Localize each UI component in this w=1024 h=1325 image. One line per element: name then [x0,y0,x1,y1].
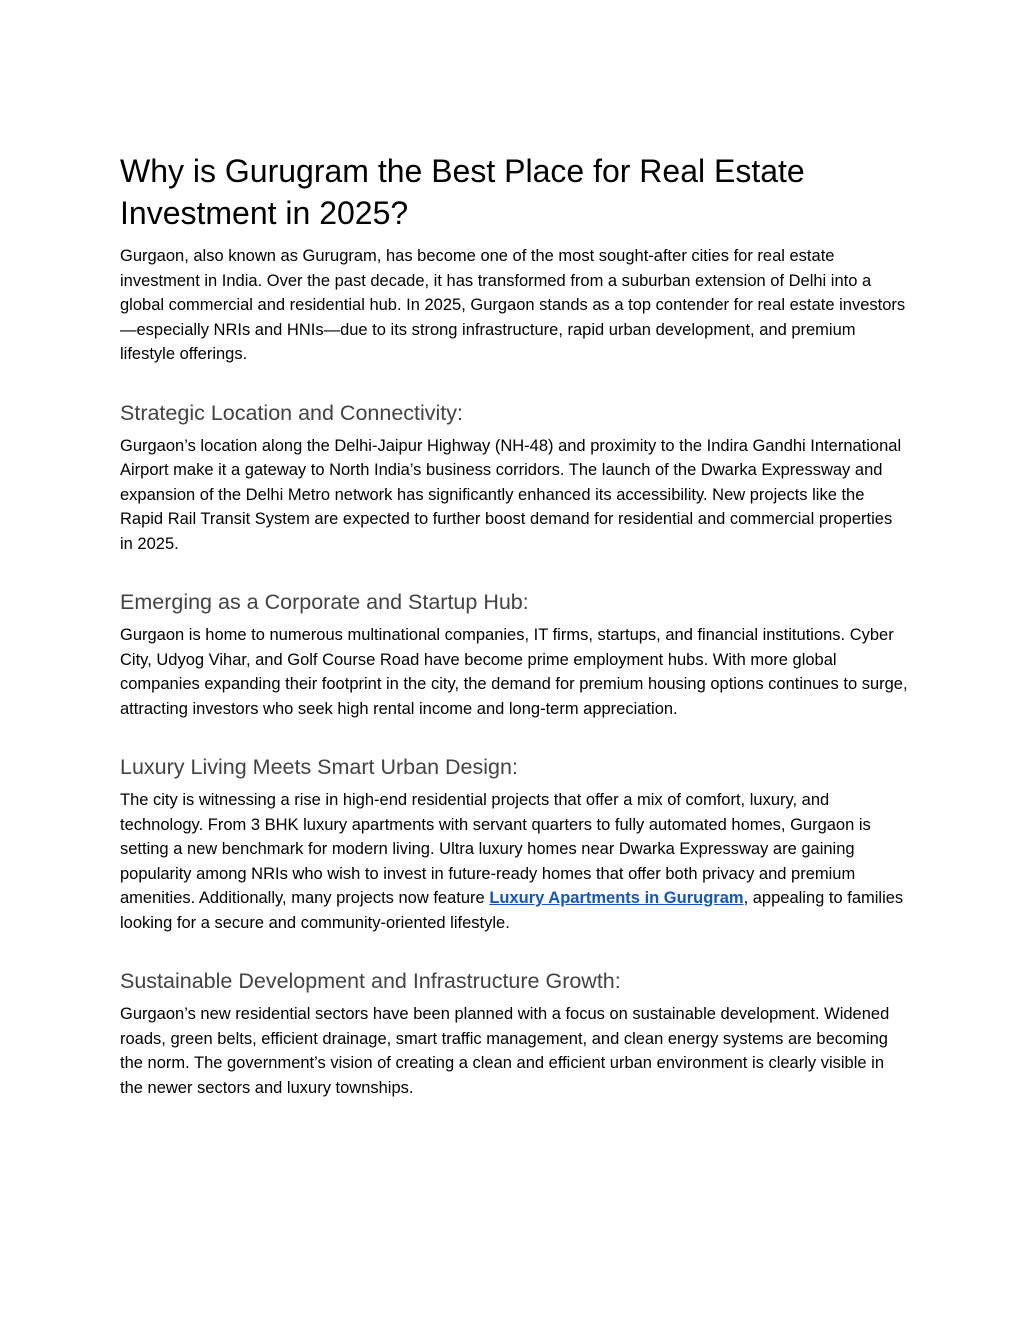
section-body-location: Gurgaon’s location along the Delhi-Jaipur Highway (NH-48) and proximity to the Indira Gandhi International Airport make it a gateway to North India’s business corridors. The launch of the Dwarka Expressway and expansion of the Delhi Metro network has significantly enhanced its accessibility. New projects like the Rapid Rail Transit System are expected to further boost demand for residential and commercial properties in 2025. [120,436,902,553]
section-heading-sustainable-development: Sustainable Development and Infrastructure Growth: [120,969,621,993]
section-heading-luxury-living: Luxury Living Meets Smart Urban Design: [120,755,518,779]
intro-paragraph: Gurgaon, also known as Gurugram, has become one of the most sought-after cities for real estate investment in India. Over the past decade, it has transformed from a suburban extension of Delhi into a global commercial and residential hub. In 2025, Gurgaon stands as a top contender for real estate investors—especially NRIs and HNIs—due to its strong infrastructure, rapid urban development, and premium lifestyle offerings. [120,247,906,363]
document-title: Why is Gurugram the Best Place for Real Estate Investment in 2025? [120,153,805,231]
luxury-apartments-link[interactable]: Luxury Apartments in Gurugram [489,889,744,907]
luxury-body-text-before-link: The city is witnessing a rise in high-end residential projects that offer a mix of comfort, luxury, and technology. From 3 BHK luxury apartments with servant quarters to fully automated homes, Gurgaon is setting a new benchmark for modern living. Ultra luxury homes near Dwarka Expressway are gaining popularity among NRIs who wish to invest in future-ready homes that offer both privacy and premium amenities. Additionally, many projects now feature [120,791,871,907]
section-body-sustainable-development: Gurgaon’s new residential sectors have been planned with a focus on sustainable development. Widened roads, green belts, efficient drainage, smart traffic management, and clean energy systems are becoming the norm. The government’s vision of creating a clean and efficient urban environment is clearly visible in the newer sectors and luxury townships. [120,1005,890,1097]
luxury-body-text-after-link: , appealing to families looking for a secure and community-oriented lifestyle. [120,889,904,932]
section-body-luxury-living [120,788,908,935]
section-body-corporate-hub: Gurgaon is home to numerous multinational companies, IT firms, startups, and financial institutions. Cyber City, Udyog Vihar, and Golf Course Road have become prime employment hubs. With more global companies expanding their footprint in the city, the demand for premium housing options continues to surge, attracting investors who seek high rental income and long-term appreciation. [120,626,908,718]
section-heading-location: Strategic Location and Connectivity: [120,400,464,425]
section-heading-corporate-hub: Emerging as a Corporate and Startup Hub: [120,590,529,614]
document-page [120,150,908,1100]
